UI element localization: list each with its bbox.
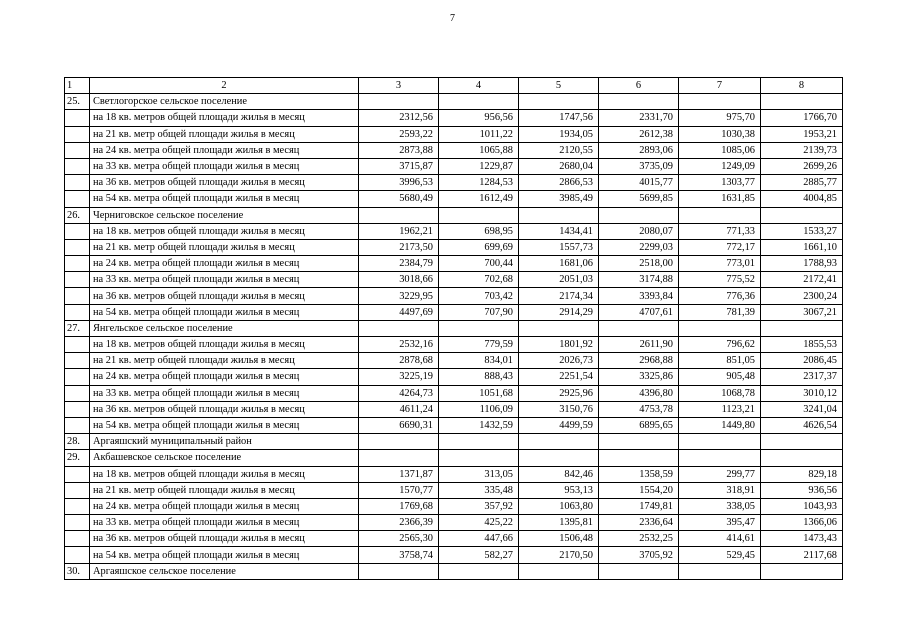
header-cell: 3 [359, 78, 439, 94]
value-cell: 2117,68 [761, 547, 843, 563]
value-cell [359, 320, 439, 336]
row-label: на 21 кв. метр общей площади жилья в месяц [90, 239, 359, 255]
value-cell: 2172,41 [761, 272, 843, 288]
value-cell: 1473,43 [761, 531, 843, 547]
value-cell: 582,27 [439, 547, 519, 563]
page-number: 7 [450, 13, 455, 24]
value-cell: 775,52 [679, 272, 761, 288]
row-label: на 33 кв. метра общей площади жилья в месяц [90, 515, 359, 531]
row-index [65, 256, 90, 272]
table-row [65, 256, 843, 272]
value-cell [679, 434, 761, 450]
row-label: на 18 кв. метров общей площади жилья в месяц [90, 110, 359, 126]
table-row [65, 515, 843, 531]
value-cell: 1612,49 [439, 191, 519, 207]
table-row [65, 272, 843, 288]
row-label: на 36 кв. метров общей площади жилья в месяц [90, 288, 359, 304]
row-label: на 18 кв. метров общей площади жилья в месяц [90, 466, 359, 482]
value-cell: 5680,49 [359, 191, 439, 207]
table-row [65, 320, 843, 336]
value-cell [519, 320, 599, 336]
table-body [65, 78, 843, 580]
value-cell: 2885,77 [761, 175, 843, 191]
row-index: 28. [65, 434, 90, 450]
value-cell: 313,05 [439, 466, 519, 482]
row-index [65, 142, 90, 158]
value-cell: 4264,73 [359, 385, 439, 401]
row-label: Черниговское сельское поселение [90, 207, 359, 223]
value-cell [599, 207, 679, 223]
value-cell: 1284,53 [439, 175, 519, 191]
value-cell: 779,59 [439, 337, 519, 353]
value-cell: 338,05 [679, 498, 761, 514]
value-cell [519, 450, 599, 466]
row-index: 25. [65, 94, 90, 110]
value-cell: 3715,87 [359, 158, 439, 174]
value-cell: 851,05 [679, 353, 761, 369]
value-cell: 1395,81 [519, 515, 599, 531]
row-label: Аргаяшский муниципальный район [90, 434, 359, 450]
table-row [65, 158, 843, 174]
row-index [65, 353, 90, 369]
value-cell: 1449,80 [679, 417, 761, 433]
row-label: Светлогорское сельское поселение [90, 94, 359, 110]
row-index [65, 337, 90, 353]
value-cell: 3225,19 [359, 369, 439, 385]
value-cell [599, 563, 679, 579]
value-cell [679, 450, 761, 466]
value-cell: 2086,45 [761, 353, 843, 369]
value-cell: 2336,64 [599, 515, 679, 531]
value-cell: 1934,05 [519, 126, 599, 142]
value-cell: 2384,79 [359, 256, 439, 272]
row-label: на 33 кв. метра общей площади жилья в месяц [90, 158, 359, 174]
value-cell [359, 434, 439, 450]
value-cell: 4497,69 [359, 304, 439, 320]
value-cell: 3229,95 [359, 288, 439, 304]
value-cell: 773,01 [679, 256, 761, 272]
value-cell: 698,95 [439, 223, 519, 239]
value-cell: 5699,85 [599, 191, 679, 207]
value-cell: 4499,59 [519, 417, 599, 433]
value-cell: 2925,96 [519, 385, 599, 401]
table-row [65, 207, 843, 223]
row-index [65, 417, 90, 433]
header-cell: 1 [65, 78, 90, 94]
value-cell: 1065,88 [439, 142, 519, 158]
value-cell [439, 563, 519, 579]
row-index [65, 401, 90, 417]
row-label: Аргаяшское сельское поселение [90, 563, 359, 579]
table-row [65, 563, 843, 579]
value-cell: 3758,74 [359, 547, 439, 563]
table-row [65, 353, 843, 369]
value-cell: 2312,56 [359, 110, 439, 126]
row-label: на 24 кв. метра общей площади жилья в месяц [90, 498, 359, 514]
value-cell [599, 320, 679, 336]
table-row [65, 337, 843, 353]
value-cell: 425,22 [439, 515, 519, 531]
value-cell: 1557,73 [519, 239, 599, 255]
table-row [65, 385, 843, 401]
value-cell [599, 434, 679, 450]
row-label: на 33 кв. метра общей площади жилья в месяц [90, 272, 359, 288]
value-cell: 447,66 [439, 531, 519, 547]
value-cell: 357,92 [439, 498, 519, 514]
row-label: на 54 кв. метра общей площади жилья в месяц [90, 547, 359, 563]
row-index [65, 158, 90, 174]
value-cell: 2317,37 [761, 369, 843, 385]
tariff-table [64, 77, 843, 580]
value-cell: 936,56 [761, 482, 843, 498]
value-cell: 3325,86 [599, 369, 679, 385]
value-cell: 2170,50 [519, 547, 599, 563]
table-row [65, 175, 843, 191]
row-label: Акбашевское сельское поселение [90, 450, 359, 466]
value-cell: 3705,92 [599, 547, 679, 563]
header-cell: 4 [439, 78, 519, 94]
value-cell: 1570,77 [359, 482, 439, 498]
row-label: Янгельское сельское поселение [90, 320, 359, 336]
row-label: на 24 кв. метра общей площади жилья в месяц [90, 369, 359, 385]
value-cell: 3735,09 [599, 158, 679, 174]
value-cell: 1855,53 [761, 337, 843, 353]
value-cell: 1769,68 [359, 498, 439, 514]
value-cell: 1106,09 [439, 401, 519, 417]
value-cell: 702,68 [439, 272, 519, 288]
row-label: на 21 кв. метр общей площади жилья в месяц [90, 482, 359, 498]
table-row [65, 110, 843, 126]
value-cell [679, 320, 761, 336]
value-cell: 2120,55 [519, 142, 599, 158]
value-cell: 6690,31 [359, 417, 439, 433]
value-cell: 834,01 [439, 353, 519, 369]
value-cell: 1434,41 [519, 223, 599, 239]
value-cell: 4611,24 [359, 401, 439, 417]
value-cell: 2866,53 [519, 175, 599, 191]
value-cell: 2611,90 [599, 337, 679, 353]
row-index [65, 547, 90, 563]
table-row [65, 239, 843, 255]
value-cell: 6895,65 [599, 417, 679, 433]
value-cell: 4015,77 [599, 175, 679, 191]
header-cell: 7 [679, 78, 761, 94]
row-index [65, 515, 90, 531]
value-cell: 2331,70 [599, 110, 679, 126]
value-cell [439, 450, 519, 466]
value-cell [439, 320, 519, 336]
value-cell: 2593,22 [359, 126, 439, 142]
value-cell: 2518,00 [599, 256, 679, 272]
value-cell: 335,48 [439, 482, 519, 498]
row-index [65, 175, 90, 191]
value-cell: 1962,21 [359, 223, 439, 239]
value-cell: 3010,12 [761, 385, 843, 401]
value-cell: 3067,21 [761, 304, 843, 320]
row-index [65, 223, 90, 239]
row-label: на 18 кв. метров общей площади жилья в месяц [90, 337, 359, 353]
value-cell: 4753,78 [599, 401, 679, 417]
value-cell: 1953,21 [761, 126, 843, 142]
value-cell: 699,69 [439, 239, 519, 255]
value-cell: 1631,85 [679, 191, 761, 207]
row-index: 30. [65, 563, 90, 579]
value-cell: 700,44 [439, 256, 519, 272]
value-cell [761, 320, 843, 336]
value-cell: 1661,10 [761, 239, 843, 255]
value-cell: 1011,22 [439, 126, 519, 142]
value-cell: 1063,80 [519, 498, 599, 514]
row-index [65, 239, 90, 255]
value-cell [519, 434, 599, 450]
table-row [65, 304, 843, 320]
value-cell [761, 207, 843, 223]
value-cell: 829,18 [761, 466, 843, 482]
value-cell: 1303,77 [679, 175, 761, 191]
value-cell: 3018,66 [359, 272, 439, 288]
row-label: на 36 кв. метров общей площади жилья в месяц [90, 531, 359, 547]
value-cell: 781,39 [679, 304, 761, 320]
row-index [65, 369, 90, 385]
value-cell: 1030,38 [679, 126, 761, 142]
value-cell [599, 94, 679, 110]
value-cell [439, 94, 519, 110]
value-cell: 776,36 [679, 288, 761, 304]
value-cell: 2532,16 [359, 337, 439, 353]
value-cell [519, 207, 599, 223]
value-cell: 1681,06 [519, 256, 599, 272]
value-cell: 3985,49 [519, 191, 599, 207]
value-cell: 4707,61 [599, 304, 679, 320]
value-cell: 771,33 [679, 223, 761, 239]
value-cell: 529,45 [679, 547, 761, 563]
value-cell: 888,43 [439, 369, 519, 385]
value-cell: 2699,26 [761, 158, 843, 174]
value-cell: 2893,06 [599, 142, 679, 158]
value-cell: 1229,87 [439, 158, 519, 174]
value-cell: 2680,04 [519, 158, 599, 174]
value-cell [761, 94, 843, 110]
table-row [65, 482, 843, 498]
row-label: на 21 кв. метр общей площади жилья в месяц [90, 353, 359, 369]
value-cell [761, 450, 843, 466]
value-cell: 772,17 [679, 239, 761, 255]
value-cell: 3996,53 [359, 175, 439, 191]
value-cell [359, 94, 439, 110]
value-cell: 842,46 [519, 466, 599, 482]
value-cell: 1068,78 [679, 385, 761, 401]
value-cell: 299,77 [679, 466, 761, 482]
row-label: на 24 кв. метра общей площади жилья в месяц [90, 142, 359, 158]
value-cell: 2300,24 [761, 288, 843, 304]
header-cell: 6 [599, 78, 679, 94]
row-index [65, 110, 90, 126]
value-cell: 1747,56 [519, 110, 599, 126]
value-cell: 3174,88 [599, 272, 679, 288]
value-cell: 905,48 [679, 369, 761, 385]
row-index [65, 498, 90, 514]
value-cell: 1051,68 [439, 385, 519, 401]
row-index: 27. [65, 320, 90, 336]
row-index: 26. [65, 207, 90, 223]
header-cell: 2 [90, 78, 359, 94]
table-row [65, 401, 843, 417]
header-row [65, 78, 843, 94]
value-cell [359, 563, 439, 579]
value-cell [761, 563, 843, 579]
value-cell [359, 207, 439, 223]
row-index [65, 191, 90, 207]
value-cell: 2873,88 [359, 142, 439, 158]
value-cell: 1249,09 [679, 158, 761, 174]
value-cell: 2612,38 [599, 126, 679, 142]
value-cell [359, 450, 439, 466]
value-cell: 2251,54 [519, 369, 599, 385]
value-cell: 796,62 [679, 337, 761, 353]
value-cell [519, 563, 599, 579]
row-index [65, 288, 90, 304]
value-cell [679, 207, 761, 223]
value-cell: 4396,80 [599, 385, 679, 401]
value-cell [519, 94, 599, 110]
value-cell: 2174,34 [519, 288, 599, 304]
row-label: на 24 кв. метра общей площади жилья в месяц [90, 256, 359, 272]
table-row [65, 466, 843, 482]
value-cell: 2299,03 [599, 239, 679, 255]
value-cell: 953,13 [519, 482, 599, 498]
table-row [65, 434, 843, 450]
table-row [65, 126, 843, 142]
row-index [65, 272, 90, 288]
row-label: на 54 кв. метра общей площади жилья в месяц [90, 191, 359, 207]
value-cell: 414,61 [679, 531, 761, 547]
value-cell: 703,42 [439, 288, 519, 304]
value-cell: 2968,88 [599, 353, 679, 369]
row-index [65, 531, 90, 547]
row-label: на 18 кв. метров общей площади жилья в месяц [90, 223, 359, 239]
table-row [65, 417, 843, 433]
value-cell: 1533,27 [761, 223, 843, 239]
value-cell [439, 207, 519, 223]
row-label: на 54 кв. метра общей площади жилья в месяц [90, 417, 359, 433]
value-cell [439, 434, 519, 450]
value-cell: 1371,87 [359, 466, 439, 482]
value-cell: 1358,59 [599, 466, 679, 482]
value-cell: 2878,68 [359, 353, 439, 369]
table-row [65, 223, 843, 239]
value-cell [679, 94, 761, 110]
value-cell: 2026,73 [519, 353, 599, 369]
value-cell: 3393,84 [599, 288, 679, 304]
row-label: на 36 кв. метров общей площади жилья в месяц [90, 401, 359, 417]
row-label: на 36 кв. метров общей площади жилья в месяц [90, 175, 359, 191]
row-index [65, 126, 90, 142]
row-index [65, 466, 90, 482]
value-cell: 2051,03 [519, 272, 599, 288]
value-cell [679, 563, 761, 579]
value-cell: 2532,25 [599, 531, 679, 547]
value-cell: 707,90 [439, 304, 519, 320]
value-cell: 318,91 [679, 482, 761, 498]
value-cell: 1766,70 [761, 110, 843, 126]
value-cell: 1801,92 [519, 337, 599, 353]
table-row [65, 531, 843, 547]
table-row [65, 498, 843, 514]
value-cell: 1366,06 [761, 515, 843, 531]
row-label: на 54 кв. метра общей площади жилья в месяц [90, 304, 359, 320]
value-cell: 395,47 [679, 515, 761, 531]
row-label: на 33 кв. метра общей площади жилья в месяц [90, 385, 359, 401]
header-cell: 5 [519, 78, 599, 94]
value-cell: 1506,48 [519, 531, 599, 547]
row-label: на 21 кв. метр общей площади жилья в месяц [90, 126, 359, 142]
table-row [65, 142, 843, 158]
value-cell: 956,56 [439, 110, 519, 126]
value-cell: 1432,59 [439, 417, 519, 433]
value-cell: 1043,93 [761, 498, 843, 514]
value-cell: 1123,21 [679, 401, 761, 417]
row-index: 29. [65, 450, 90, 466]
value-cell: 2366,39 [359, 515, 439, 531]
value-cell: 1554,20 [599, 482, 679, 498]
row-index [65, 482, 90, 498]
table-row [65, 369, 843, 385]
value-cell: 1085,06 [679, 142, 761, 158]
value-cell: 4004,85 [761, 191, 843, 207]
row-index [65, 304, 90, 320]
value-cell [599, 450, 679, 466]
value-cell: 2080,07 [599, 223, 679, 239]
table-row [65, 94, 843, 110]
value-cell: 2139,73 [761, 142, 843, 158]
value-cell: 1788,93 [761, 256, 843, 272]
value-cell: 3241,04 [761, 401, 843, 417]
value-cell: 2914,29 [519, 304, 599, 320]
header-cell: 8 [761, 78, 843, 94]
table-row [65, 191, 843, 207]
table-row [65, 288, 843, 304]
value-cell: 4626,54 [761, 417, 843, 433]
value-cell [761, 434, 843, 450]
value-cell: 975,70 [679, 110, 761, 126]
table-row [65, 450, 843, 466]
value-cell: 3150,76 [519, 401, 599, 417]
row-index [65, 385, 90, 401]
value-cell: 2173,50 [359, 239, 439, 255]
value-cell: 1749,81 [599, 498, 679, 514]
table-row [65, 547, 843, 563]
value-cell: 2565,30 [359, 531, 439, 547]
